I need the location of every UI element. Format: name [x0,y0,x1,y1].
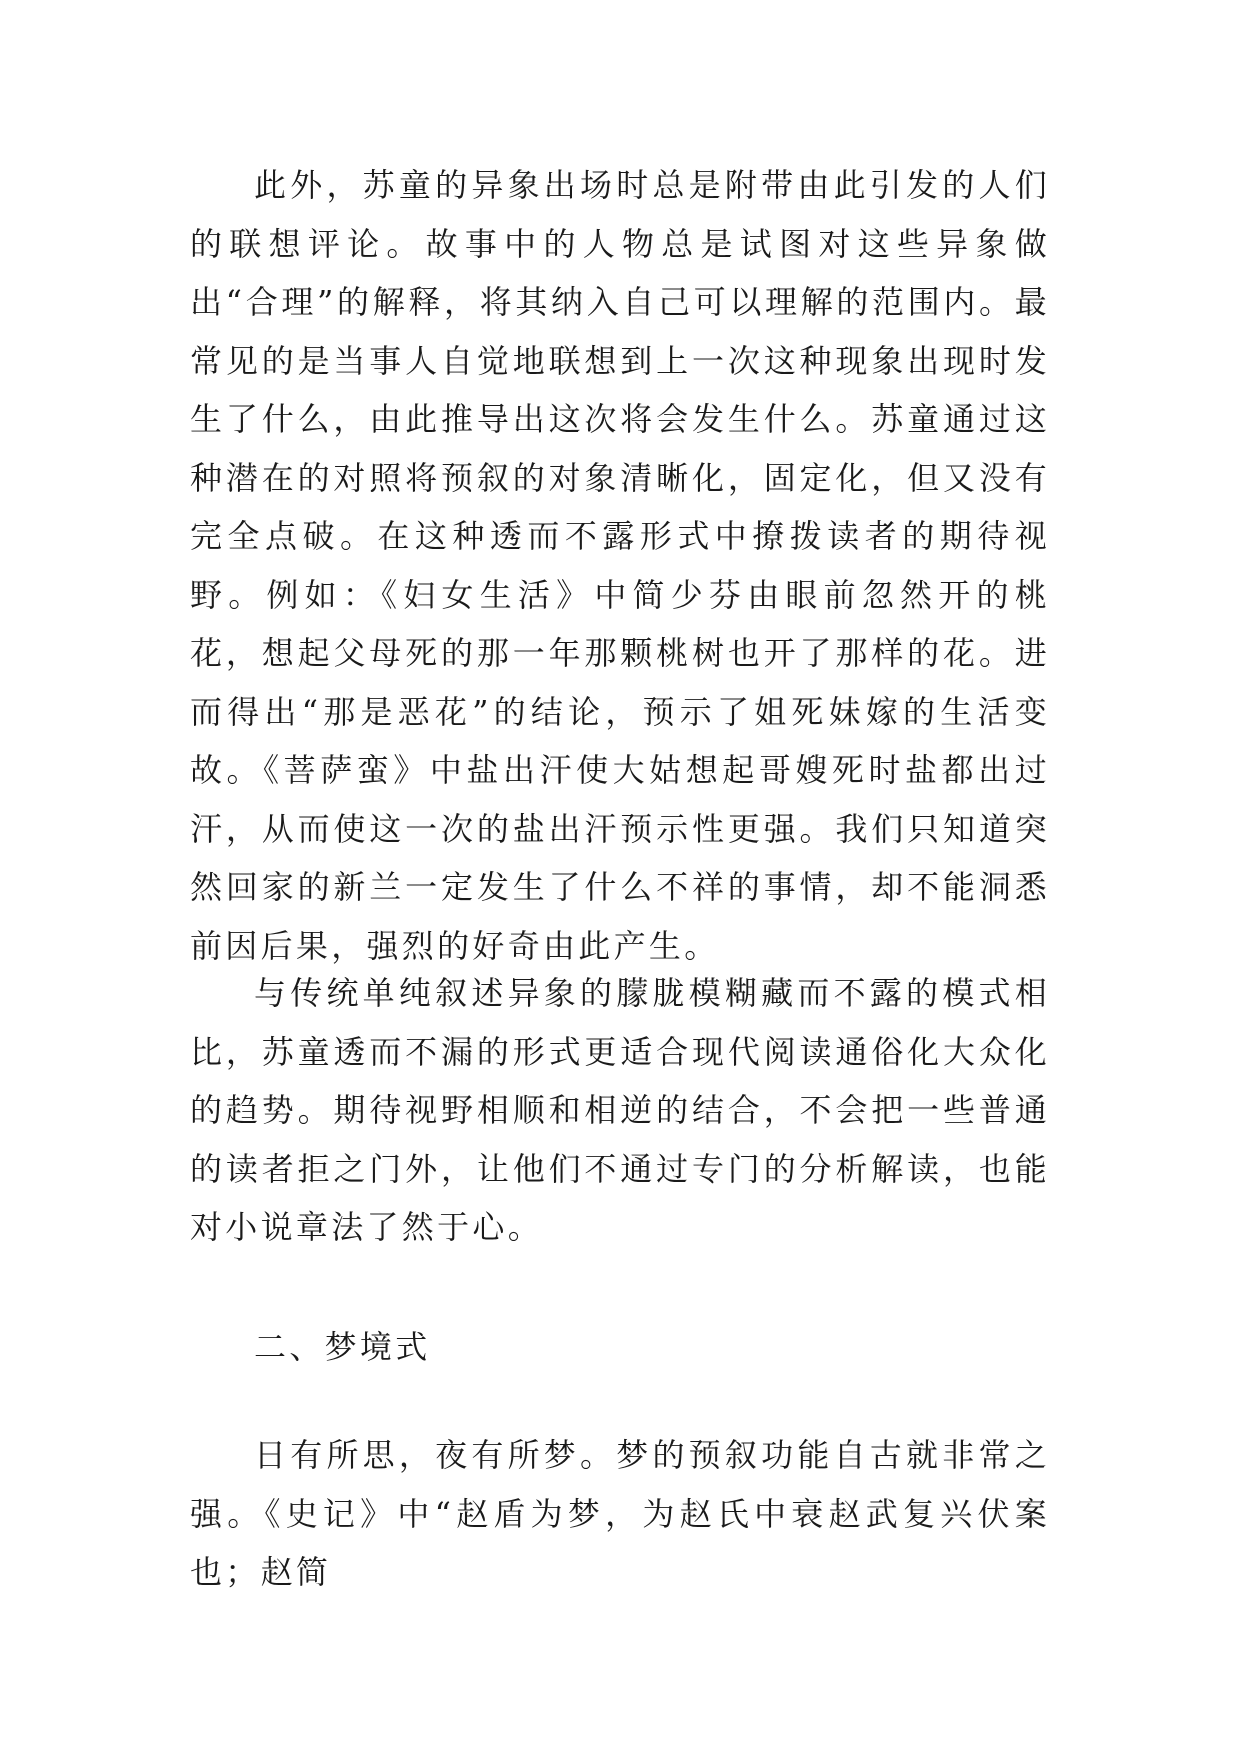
body-paragraph-2: 与传统单纯叙述异象的朦胧模糊藏而不露的模式相比，苏童透而不漏的形式更适合现代阅读通俗化大众化的趋势。期待视野相顺和相逆的结合，不会把一些普通的读者拒之门外，让他们不通过专门的分析解读，也能对小说章法了然于心。 [190,974,1050,1246]
section-paragraph-1: 日有所思，夜有所梦。梦的预叙功能自古就非常之强。《史记》中“赵盾为梦，为赵氏中衰赵武复兴伏案也；赵简 [190,1436,1050,1591]
section-heading: 二、梦境式 [254,1328,431,1366]
body-paragraph-1: 此外，苏童的异象出场时总是附带由此引发的人们的联想评论。故事中的人物总是试图对这些异象做出“合理”的解释，将其纳入自己可以理解的范围内。最常见的是当事人自觉地联想到上一次这种现象出现时发生了什么，由此推导出这次将会发生什么。苏童通过这种潜在的对照将预叙的对象清晰化，固定化，但又没有完全点破。在这种透而不露形式中撩拨读者的期待视野。例如：《妇女生活》中简少芬由眼前忽然开的桃花，想起父母死的那一年那颗桃树也开了那样的花。进而得出“那是恶花”的结论，预示了姐死妹嫁的生活变故。《菩萨蛮》中盐出汗使大姑想起哥嫂死时盐都出过汗，从而使这一次的盐出汗预示性更强。我们只知道突然回家的新兰一定发生了什么不祥的事情，却不能洞悉前因后果，强烈的好奇由此产生。 [190,166,1050,965]
